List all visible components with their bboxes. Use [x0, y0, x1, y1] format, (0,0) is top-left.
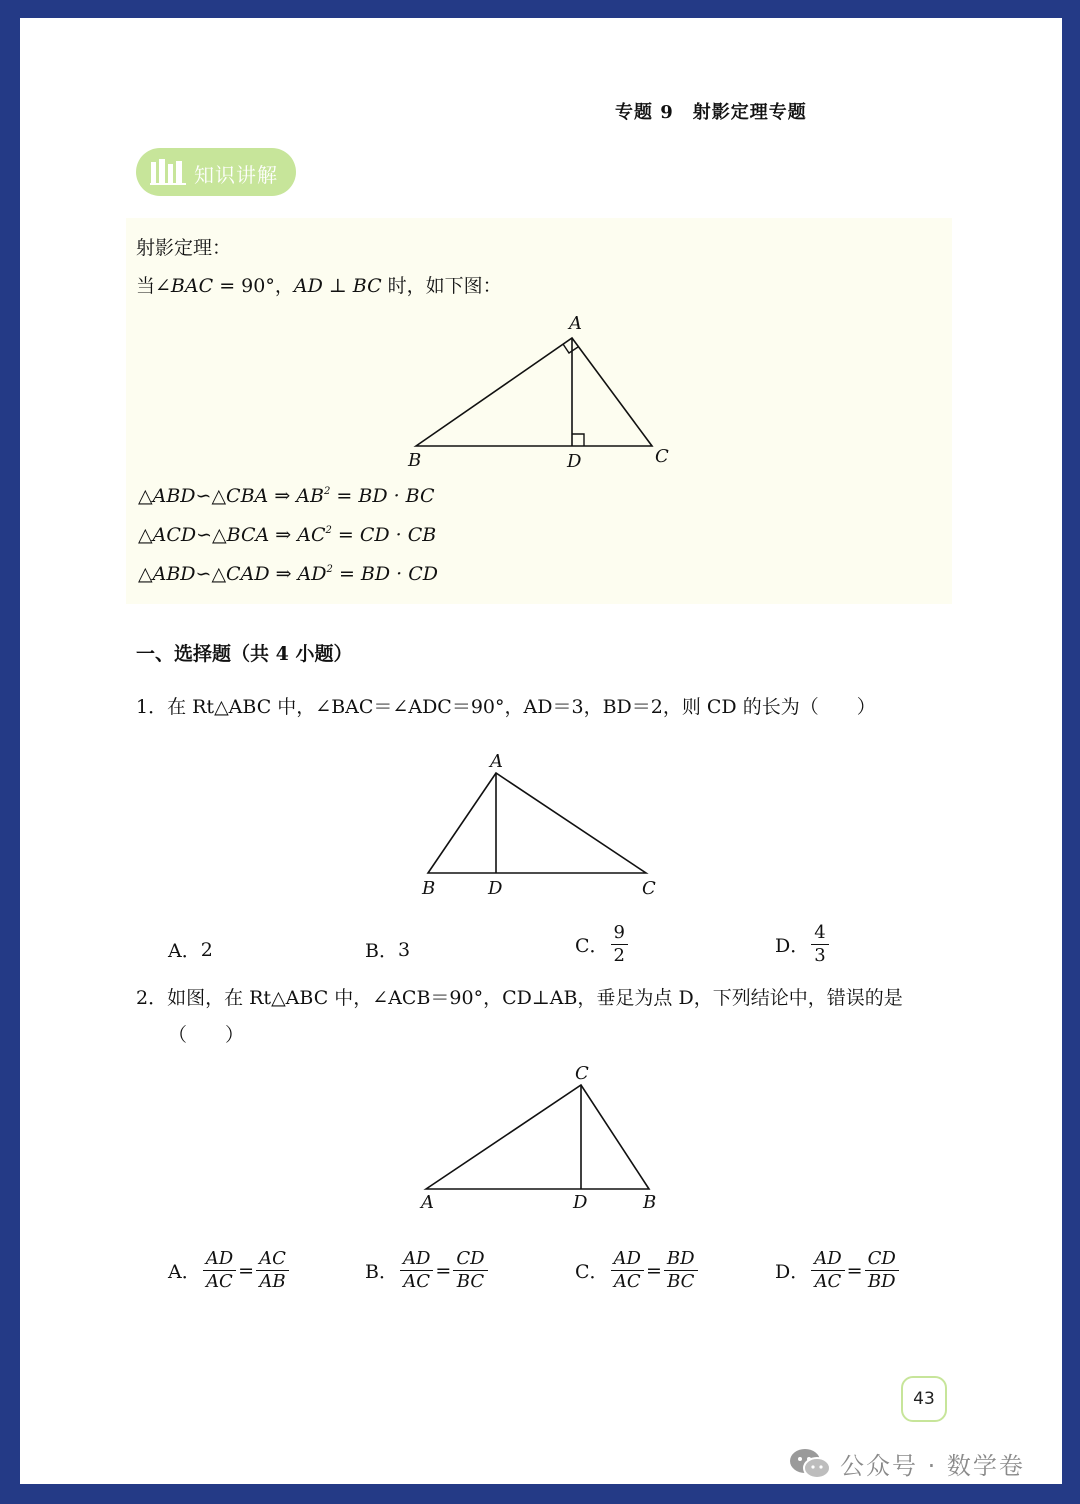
q2-figure	[418, 1063, 668, 1213]
q1-label-d: D	[488, 878, 503, 899]
q1-label-a: A	[490, 753, 503, 772]
q1-option-c-fraction: $\frac{9}{2}$	[611, 922, 628, 967]
books-icon	[150, 158, 188, 186]
q1-text: 1．在 Rt△ABC 中，∠BAC＝∠ADC＝90°，AD＝3，BD＝2，则 CD 的长为（ ）	[136, 696, 876, 718]
q2-option-a[interactable]: A． $\frac{AD}{AC}$ = $\frac{AC}{AB}$	[168, 1248, 291, 1293]
q1-option-a[interactable]: A． 2	[168, 938, 213, 962]
label-d: D	[567, 451, 582, 470]
q1-figure	[420, 753, 670, 903]
q2-option-c-fraction-right: $\frac{BD}{BC}$	[664, 1248, 698, 1293]
q1-label-b: B	[422, 878, 436, 899]
label-a: A	[569, 313, 582, 334]
q2-label-c: C	[575, 1063, 589, 1084]
watermark-text: 公众号 · 数学卷	[840, 1452, 1025, 1480]
page-number: 43	[901, 1376, 947, 1422]
badge-label: 知识讲解	[194, 163, 278, 187]
theorem-title: 射影定理：	[136, 237, 232, 259]
q2-option-d-fraction-right: $\frac{CD}{BD}$	[865, 1248, 899, 1293]
q2-option-b[interactable]: B． $\frac{AD}{AC}$ = $\frac{CD}{BC}$	[365, 1248, 490, 1293]
section-title: 一、选择题（共 4 小题）	[136, 643, 353, 665]
formula-1: △ABD∽△CBA ⇒ $AB^2$ = BD · BC	[138, 485, 435, 507]
q2-option-b-fraction-right: $\frac{CD}{BC}$	[453, 1248, 487, 1293]
q1-label-c: C	[642, 878, 656, 899]
section-badge	[136, 148, 296, 196]
q2-option-d-fraction-left: $\frac{AD}{AC}$	[811, 1248, 844, 1293]
label-c: C	[655, 446, 669, 467]
q2-triangle	[426, 1085, 649, 1189]
q1-triangle	[428, 773, 646, 873]
wechat-icon	[788, 1447, 832, 1481]
q2-option-c-fraction-left: $\frac{AD}{AC}$	[611, 1248, 644, 1293]
formula-3: △ABD∽△CAD ⇒ $AD^2$ = BD · CD	[138, 563, 438, 585]
watermark	[788, 1446, 1025, 1481]
q1-option-d[interactable]: D． $\frac{4}{3}$	[775, 922, 831, 967]
label-b: B	[408, 450, 422, 470]
q1-option-b[interactable]: B． 3	[365, 938, 411, 962]
q1-option-c[interactable]: C． $\frac{9}{2}$	[575, 922, 630, 967]
q2-option-a-fraction-left: $\frac{AD}{AC}$	[203, 1248, 236, 1293]
q1-option-d-fraction: $\frac{4}{3}$	[811, 922, 828, 967]
theorem-figure	[400, 310, 680, 470]
q2-text-line1: 2．如图，在 Rt△ABC 中，∠ACB＝90°，CD⊥AB，垂足为点 D，下列结论中，错误的是	[136, 987, 903, 1009]
triangle-abc	[416, 338, 652, 446]
q2-label-d: D	[573, 1192, 588, 1213]
q2-option-c[interactable]: C． $\frac{AD}{AC}$ = $\frac{BD}{BC}$	[575, 1248, 700, 1293]
q2-option-b-fraction-left: $\frac{AD}{AC}$	[400, 1248, 433, 1293]
q2-label-a: A	[421, 1192, 434, 1213]
q2-label-b: B	[643, 1192, 657, 1213]
page-header: 专题 9 射影定理专题	[615, 102, 807, 123]
theorem-condition: 当∠BAC = 90°，AD ⊥ BC 时，如下图：	[136, 275, 502, 297]
q2-option-a-fraction-right: $\frac{AC}{AB}$	[256, 1248, 289, 1293]
page	[20, 18, 1062, 1484]
q2-option-d[interactable]: D． $\frac{AD}{AC}$ = $\frac{CD}{BD}$	[775, 1248, 901, 1293]
q2-text-line2: （ ）	[168, 1024, 245, 1046]
right-angle-mark-a	[563, 344, 578, 353]
formula-2: △ACD∽△BCA ⇒ $AC^2$ = CD · CB	[138, 524, 437, 546]
right-angle-mark-d	[572, 434, 584, 446]
